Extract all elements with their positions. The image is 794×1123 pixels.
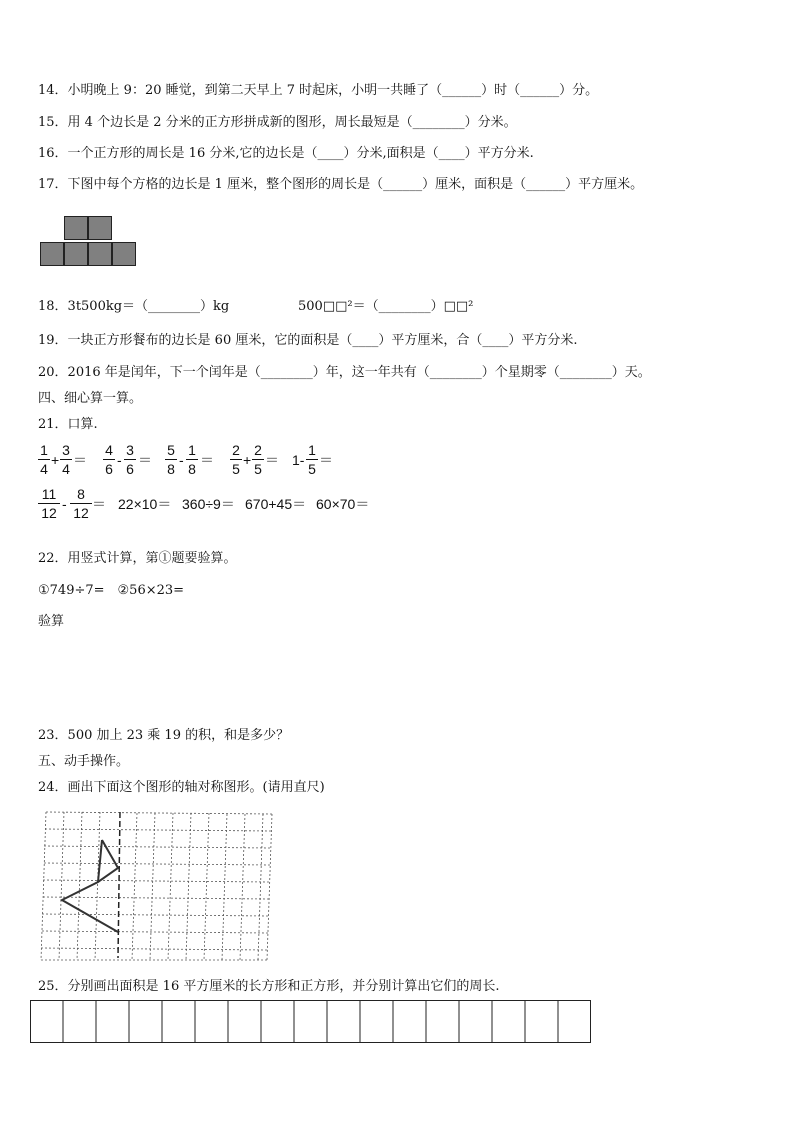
question-17: 17．下图中每个方格的边长是 1 厘米，整个图形的周长是（______）厘米，面积是（______）平方厘米。 (38, 177, 644, 192)
question-24: 24．画出下面这个图形的轴对称图形。(请用直尺) (38, 780, 325, 795)
grid-cell (40, 242, 64, 266)
symmetry-axis (118, 812, 120, 958)
answer-grid-lines (63, 1000, 558, 1043)
symmetry-grid-figure (40, 808, 274, 964)
section-5-heading: 五、动手操作。 (38, 754, 130, 769)
question-22: 22．用竖式计算，第①题要验算。 (38, 551, 237, 566)
question-20: 20．2016 年是闰年，下一个闰年是（________）年，这一年共有（________）个星期零（________）天。 (38, 365, 651, 380)
grid-cell (112, 242, 136, 266)
grid-cell (88, 216, 112, 240)
answer-grid (30, 1000, 592, 1044)
section-4-heading: 四、细心算一算。 (38, 391, 143, 406)
square-grid-figure (40, 216, 140, 272)
question-18b: 500□□²＝（________）□□² (298, 299, 474, 314)
question-25: 25．分别画出面积是 16 平方厘米的长方形和正方形，并分别计算出它们的周长. (38, 979, 500, 994)
dotted-grid-lines (41, 812, 272, 960)
question-22-items: ①749÷7= ②56×23= (38, 583, 185, 598)
expr-9: 670+45＝ (245, 496, 307, 512)
expr-10: 60×70＝ (316, 496, 370, 512)
question-18a: 18．3t500kg＝（________）kg (38, 299, 230, 314)
expr-7: 22×10＝ (118, 496, 172, 512)
question-16: 16．一个正方形的周长是 16 分米,它的边长是（____）分米,面积是（____）平方分米. (38, 146, 534, 161)
question-22-check: 验算 (38, 614, 65, 629)
question-14: 14．小明晚上 9：20 睡觉，到第二天早上 7 时起床，小明一共睡了（______）时（______）分。 (38, 83, 599, 98)
question-21: 21．口算. (38, 417, 98, 432)
question-19: 19．一块正方形餐布的边长是 60 厘米，它的面积是（____）平方厘米，合（____）平方分米. (38, 333, 578, 348)
expr-8: 360÷9＝ (182, 496, 235, 512)
grid-cell (64, 242, 88, 266)
half-figure (62, 840, 118, 932)
question-23: 23．500 加上 23 乘 19 的积，和是多少？ (38, 728, 290, 743)
grid-cell (64, 216, 88, 240)
grid-cell (88, 242, 112, 266)
question-15: 15．用 4 个边长是 2 分米的正方形拼成新的图形，周长最短是（________）分米。 (38, 115, 517, 130)
